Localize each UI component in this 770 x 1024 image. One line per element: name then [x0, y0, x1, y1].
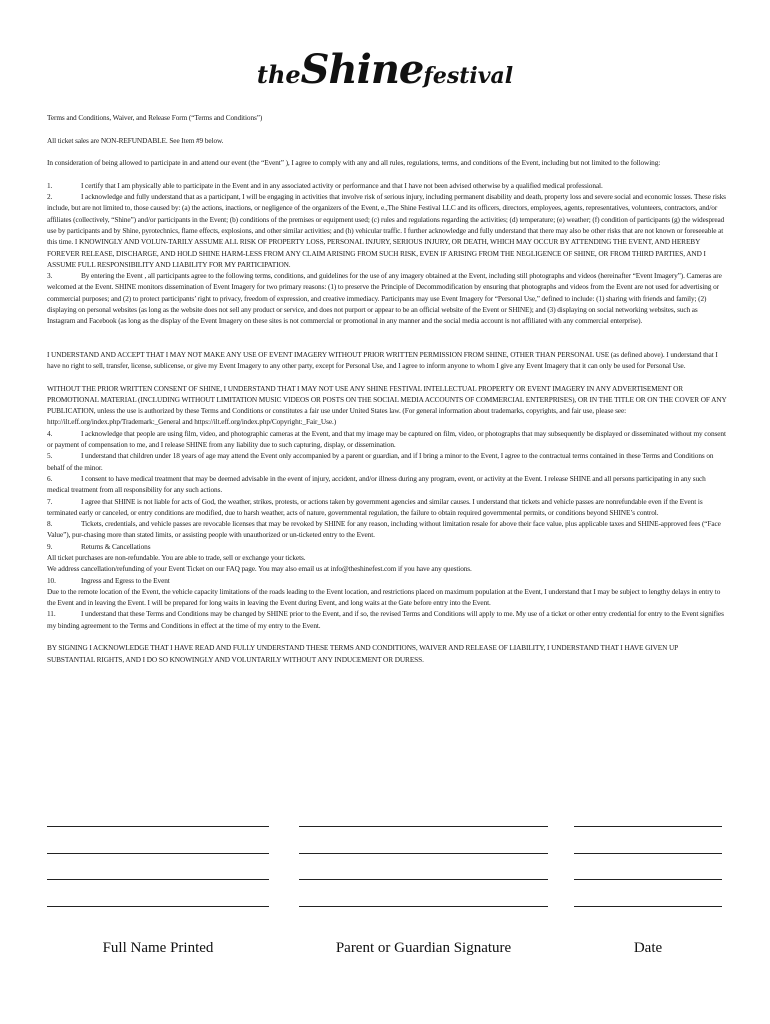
term-item-6	[47, 473, 727, 496]
full-name-label: Full Name Printed	[102, 940, 214, 956]
returns-line-2: We address cancellation/refunding of your Event Ticket on our FAQ page. You may also email us at info@theshinefest.com if you have any questions.	[47, 564, 472, 574]
term-item-10	[47, 575, 727, 586]
logo-shine: Shine	[300, 46, 424, 93]
intro-paragraph: In consideration of being allowed to participate in and attend our event (the “Event” ), I agree to comply with any and all rules, regulations, terms, and conditions of the Event, including but not limited to the following:	[47, 158, 661, 168]
term-item-9	[47, 541, 727, 552]
signature-line[interactable]	[47, 826, 269, 827]
term-item-5	[47, 450, 727, 473]
item-text: I consent to have medical treatment that may be deemed advisable in the event of injury, accident, and/or illness during any program, event, or activity at the Event. I release SHINE and all persons participating in any such medical treatment from all responsibility for any such actions.	[47, 473, 706, 495]
item-text: Tickets, credentials, and vehicle passes are revocable licenses that may be revoked by SHINE for any reason, including without limitation resale for above their face value, plus applicable taxes and SHINE-approved fees (“Face Value”), pur-chasing more than stated limits, or assisting people with unauthorized or un-ticketed entry to the Event.	[47, 519, 721, 540]
signature-line[interactable]	[574, 906, 722, 907]
logo-festival: festival	[423, 63, 514, 89]
shine-festival-logo	[256, 46, 514, 93]
item-text: I acknowledge that people are using film, video, and photographic cameras at the Event, and that my image may be captured on film, video, or photographs that may subsequently be displayed or disseminated without my consent or payment of compensation to me, and I release SHINE from any liability due to such capturing, display, or dissemination.	[47, 428, 726, 450]
term-item-3	[47, 270, 727, 326]
item-number: 4.	[47, 428, 53, 438]
term-item-4	[47, 428, 727, 451]
understand-paragraph: I UNDERSTAND AND ACCEPT THAT I MAY NOT MAKE ANY USE OF EVENT IMAGERY WITHOUT PRIOR WRITTEN PERMISSION FROM SHINE, OTHER THAN PERSONAL USE (as defined above). I understand that I have no right to sell, transfer, license, sublicense, or give my Event Imagery to any other party, except for Personal Use, and I agree to inform anyone to whom I give any Event Imagery that it can only be used for Personal Use.	[47, 349, 718, 370]
signature-section	[0, 826, 770, 966]
returns-line-1: All ticket purchases are non-refundable. You are able to trade, sell or exchange your tickets.	[47, 552, 306, 562]
signature-line[interactable]	[299, 906, 548, 907]
document-title: Terms and Conditions, Waiver, and Release Form (“Terms and Conditions”)	[47, 113, 263, 122]
term-item-2	[47, 191, 727, 270]
item-number: 1.	[47, 180, 53, 190]
item-number: 6.	[47, 473, 53, 483]
signature-line[interactable]	[299, 879, 548, 880]
signature-line[interactable]	[47, 906, 269, 907]
signature-line[interactable]	[574, 853, 722, 854]
date-lines[interactable]	[574, 826, 722, 932]
signature-line[interactable]	[574, 879, 722, 880]
item-number: 8.	[47, 519, 53, 529]
term-item-7	[47, 496, 727, 519]
item-number: 5.	[47, 451, 53, 461]
full-name-lines[interactable]	[47, 826, 269, 932]
logo-container	[0, 46, 770, 93]
term-item-8	[47, 518, 727, 541]
item-number: 3.	[47, 271, 53, 281]
logo-the: the	[256, 60, 301, 89]
item-number: 9.	[47, 541, 53, 551]
term-item-11	[47, 608, 727, 631]
ingress-paragraph: Due to the remote location of the Event, the vehicle capacity limitations of the roads leading to the Event location, and restrictions placed on maximum population at the Event, I understand that I may be subject to lengthy delays in entry to the Event and in leaving the Event. I will be prepared for long waits in leaving the Event during Event, and long waits at the Gate before entry into the Event.	[47, 586, 721, 608]
item-text: By entering the Event , all participants agree to the following terms, conditions, and guidelines for the use of any imagery obtained at the Event, including still photographs and videos (hereinafter “Event Imagery”). Cameras are welcomed at the Event. SHINE monitors dissemination of Event Imagery for two primary reasons: (1) to preserve the Principle of Decommodification by ensuring that photographs and videos from the Event are not used for advertising or commercial purposes; and (2) to protect participants’ right to privacy, freedom of expression, and creative immediacy. Participants may use Event Imagery for “Personal Use,” defined to include: (1) sharing with friends and family; (2) displaying on personal websites (as long as the website does not sell any product or service, and does not purport or appear to be an official website of the Event or SHINE); and (3) displaying on social networking websites, such as Instagram and Facebook (as long as the display of the Event Imagery on these sites is not commercial or promotional in any manner and the social media account is not affiliated with any commercial enterprise).	[47, 271, 722, 326]
terms-document	[47, 112, 727, 665]
closing-acknowledgement: BY SIGNING I ACKNOWLEDGE THAT I HAVE READ AND FULLY UNDERSTAND THESE TERMS AND CONDITIONS, WAIVER AND RELEASE OF LIABILITY, I UNDERSTAND THAT I HAVE GIVEN UP SUBSTANTIAL RIGHTS, AND I DO SO KNOWINGLY AND VOLUNTARILY WITHOUT ANY INDUCEMENT OR DURESS.	[47, 643, 678, 664]
guardian-signature-label: Parent or Guardian Signature	[335, 940, 512, 956]
item-text: I certify that I am physically able to participate in the Event and in any associated activity or performance and that I have not been advised otherwise by a qualified medical professional.	[81, 180, 603, 190]
item-number: 11.	[47, 609, 56, 619]
item-text: I understand that children under 18 years of age may attend the Event only accompanied by a parent or guardian, and if I bring a minor to the Event, I agree to the contractual terms contained in these Terms and Conditions on behalf of the minor.	[47, 451, 714, 472]
date-label: Date	[633, 940, 663, 956]
signature-line[interactable]	[47, 879, 269, 880]
signature-line[interactable]	[574, 826, 722, 827]
signature-line[interactable]	[299, 826, 548, 827]
item-text: I agree that SHINE is not liable for acts of God, the weather, strikes, protests, or actions taken by government agencies and similar causes. I understand that tickets and vehicle passes are nonrefundable even if the Event is terminated early or canceled, or entry conditions are modified, due to harsh weather, acts of nature, governmental regulation, the failure to obtain required governmental permits, or conditions beyond SHINE’s control.	[47, 496, 703, 517]
item-text: Ingress and Egress to the Event	[81, 575, 170, 585]
refund-note: All ticket sales are NON-REFUNDABLE. See Item #9 below.	[47, 135, 224, 145]
term-item-1	[47, 180, 727, 191]
guardian-signature-lines[interactable]	[299, 826, 548, 932]
item-number: 2.	[47, 192, 53, 202]
without-consent-paragraph: WITHOUT THE PRIOR WRITTEN CONSENT OF SHINE, I UNDERSTAND THAT I MAY NOT USE ANY SHINE FESTIVAL INTELLECTUAL PROPERTY OR EVENT IMAGERY IN ANY ADVERTISEMENT OR PROMOTIONAL MATERIAL (INCLUDING WITHOUT LIMITATION MUSIC VIDEOS OR POSTS ON THE SOCIAL MEDIA ACCOUNTS OF COMMERCIAL ENTERPRISES), OR IN THE TITLE OR ON THE COVER OF ANY PUBLICATION, unless the use is authorized by these Terms and Conditions or constitutes a fair use under United States law. (For general information about trademarks, copyrights, and fair use, please see: http://ilt.eff.org/index.php/Trademark:_General and https://ilt.eff.org/index.php/Copyright:_Fair_Use.)	[47, 383, 727, 427]
signature-line[interactable]	[47, 853, 269, 854]
item-text: Returns & Cancellations	[81, 541, 151, 551]
item-number: 10.	[47, 575, 56, 585]
item-text: I understand that these Terms and Conditions may be changed by SHINE prior to the Event, and if so, the revised Terms and Conditions will apply to me. My use of a ticket or other entry credential for entry to the Event signifies my binding agreement to the Terms and Conditions in effect at the time of my entry to the Event.	[47, 609, 724, 630]
item-number: 7.	[47, 496, 53, 506]
item-text: I acknowledge and fully understand that as a participant, I will be engaging in activities that involve risk of serious injury, including permanent disability and death, property loss and severe social and economic losses. These risks include, but are not limited to, those caused by: (a) the actions, inactions, or negligence of the organizers of the Event, e.,The Shine Festival LLC and its officers, directors, employees, agents, representatives, volunteers, contractors, and/or affiliates (collectively, “Shine”) and/or participants in the Event; (b) conditions of the premises or equipment used; (c) rules and regulations regarding the activities; (d) temperature; (e) weather; (f) condition of participants (g) the widespread use by participants and by Shine, pyrotechnics, flame effects, explosions, and other similar activities; and (h) vehicular traffic. I further acknowledge and fully understand that there may also be other risks that are not known or foreseeable at this time. I KNOWINGLY AND VOLUN-TARILY ASSUME ALL RISK OF PROPERTY LOSS, PERSONAL INJURY, SERIOUS INJURY, OR DEATH, WHICH MAY OCCUR BY ATTENDING THE EVENT, AND HEREBY FOREVER RELEASE, DISCHARGE, AND HOLD SHINE HARM-LESS FROM ANY CLAIM ARISING FROM SUCH RISK, EVEN IF ARISING FROM THE NEGLIGENCE OF SHINE, OR FROM THIRD PARTIES, AND I ASSUME FULL RESPONSIBILITY AND LIABILITY FOR MY PARTICIPATION.	[47, 192, 726, 269]
signature-line[interactable]	[299, 853, 548, 854]
